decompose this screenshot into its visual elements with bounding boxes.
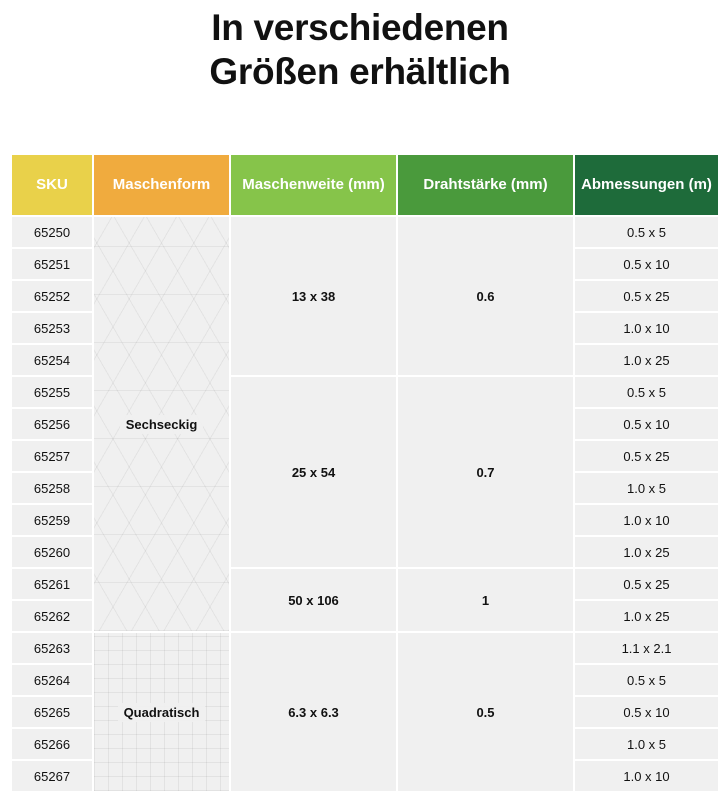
cell-dimensions: 0.5 x 5 xyxy=(575,217,718,247)
page-title-line-2: Größen erhältlich xyxy=(209,50,511,92)
spec-table-body xyxy=(12,217,718,791)
cell-dimensions: 0.5 x 25 xyxy=(575,281,718,311)
cell-dimensions: 1.0 x 10 xyxy=(575,313,718,343)
page-title-line-1: In verschiedenen xyxy=(211,7,509,48)
cell-sku: 65258 xyxy=(12,473,92,503)
cell-dimensions: 1.0 x 5 xyxy=(575,473,718,503)
table-row xyxy=(12,633,718,663)
cell-sku: 65251 xyxy=(12,249,92,279)
cell-sku: 65264 xyxy=(12,665,92,695)
cell-dimensions: 0.5 x 5 xyxy=(575,377,718,407)
cell-sku: 65266 xyxy=(12,729,92,759)
cell-sku: 65252 xyxy=(12,281,92,311)
cell-mesh-size: 13 x 38 xyxy=(231,217,396,375)
cell-sku: 65262 xyxy=(12,601,92,631)
table-row xyxy=(12,217,718,247)
cell-mesh-size: 6.3 x 6.3 xyxy=(231,633,396,791)
cell-dimensions: 0.5 x 10 xyxy=(575,409,718,439)
cell-mesh-form-square xyxy=(94,633,229,791)
spec-table-wrapper xyxy=(10,153,710,793)
cell-mesh-size: 25 x 54 xyxy=(231,377,396,567)
spec-table-head xyxy=(12,155,718,215)
cell-dimensions: 1.0 x 25 xyxy=(575,601,718,631)
cell-mesh-form-hexagonal xyxy=(94,217,229,631)
cell-sku: 65267 xyxy=(12,761,92,791)
cell-sku: 65250 xyxy=(12,217,92,247)
cell-dimensions: 0.5 x 25 xyxy=(575,441,718,471)
page-title xyxy=(0,0,720,93)
cell-dimensions: 1.0 x 25 xyxy=(575,537,718,567)
spec-table xyxy=(10,153,720,793)
cell-wire-thickness: 0.6 xyxy=(398,217,573,375)
cell-dimensions: 0.5 x 25 xyxy=(575,569,718,599)
mesh-form-label: Quadratisch xyxy=(118,703,206,722)
cell-dimensions: 1.0 x 10 xyxy=(575,761,718,791)
cell-dimensions: 1.1 x 2.1 xyxy=(575,633,718,663)
cell-wire-thickness: 0.7 xyxy=(398,377,573,567)
cell-sku: 65257 xyxy=(12,441,92,471)
mesh-form-label: Sechseckig xyxy=(120,415,204,434)
cell-dimensions: 0.5 x 10 xyxy=(575,697,718,727)
cell-sku: 65256 xyxy=(12,409,92,439)
cell-dimensions: 1.0 x 10 xyxy=(575,505,718,535)
cell-dimensions: 0.5 x 10 xyxy=(575,249,718,279)
column-header-wire-thickness: Drahtstärke (mm) xyxy=(398,155,573,215)
spec-table-header-row xyxy=(12,155,718,215)
cell-sku: 65260 xyxy=(12,537,92,567)
cell-sku: 65259 xyxy=(12,505,92,535)
column-header-mesh-size: Maschenweite (mm) xyxy=(231,155,396,215)
cell-dimensions: 0.5 x 5 xyxy=(575,665,718,695)
cell-sku: 65255 xyxy=(12,377,92,407)
cell-sku: 65254 xyxy=(12,345,92,375)
cell-sku: 65253 xyxy=(12,313,92,343)
cell-wire-thickness: 0.5 xyxy=(398,633,573,791)
cell-dimensions: 1.0 x 25 xyxy=(575,345,718,375)
column-header-mesh-form: Maschenform xyxy=(94,155,229,215)
cell-dimensions: 1.0 x 5 xyxy=(575,729,718,759)
column-header-dimensions: Abmessungen (m) xyxy=(575,155,718,215)
cell-mesh-size: 50 x 106 xyxy=(231,569,396,631)
cell-sku: 65265 xyxy=(12,697,92,727)
cell-sku: 65261 xyxy=(12,569,92,599)
column-header-sku: SKU xyxy=(12,155,92,215)
cell-wire-thickness: 1 xyxy=(398,569,573,631)
cell-sku: 65263 xyxy=(12,633,92,663)
